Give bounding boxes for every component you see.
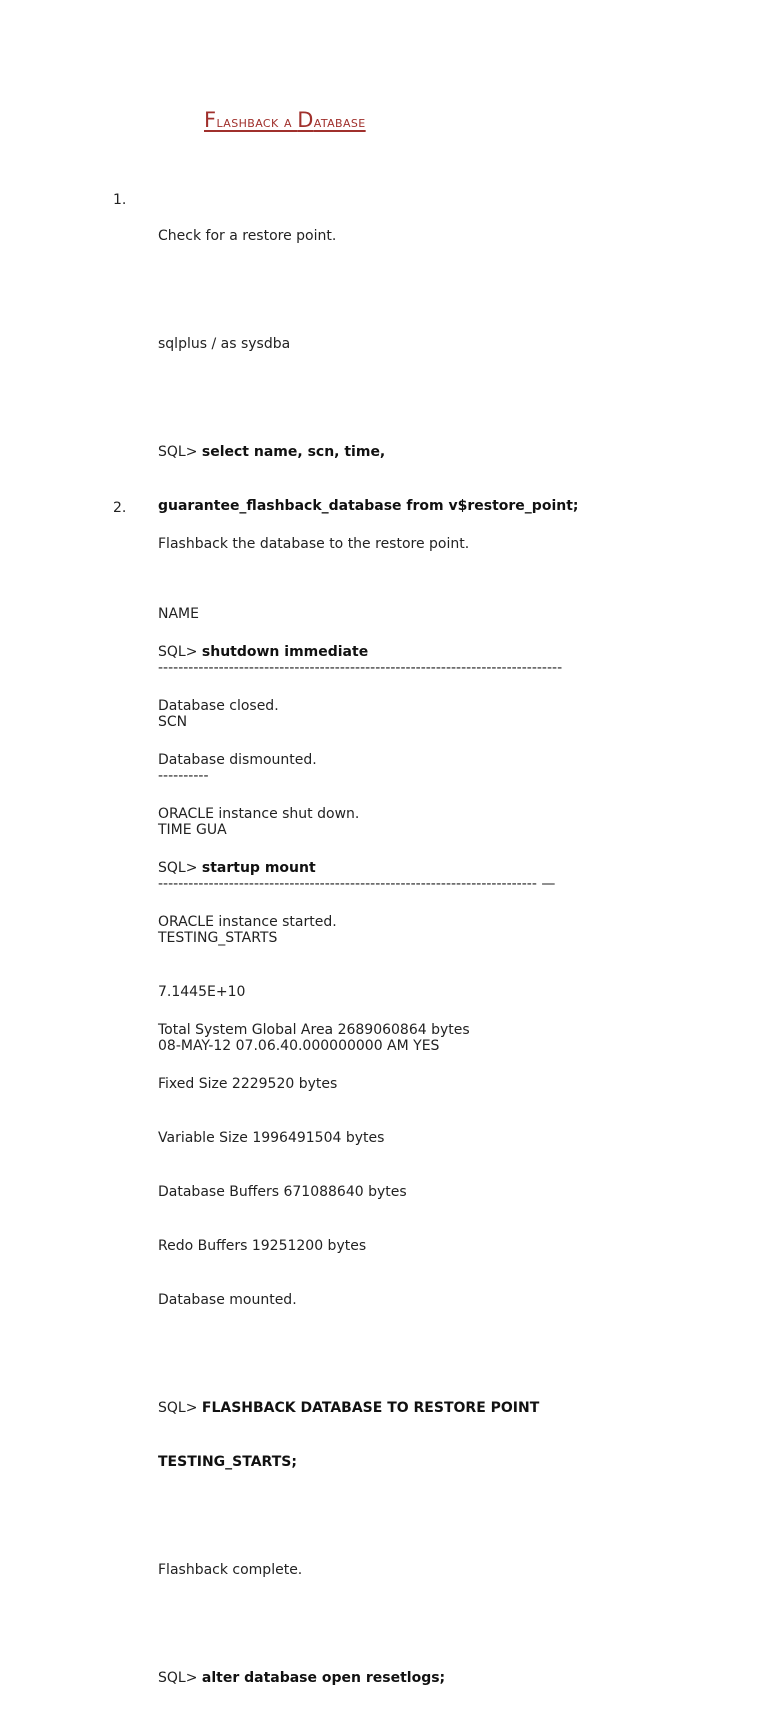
sga-total: Total System Global Area 2689060864 bytes (158, 1022, 470, 1038)
output-instance-shutdown: ORACLE instance shut down. (158, 806, 360, 822)
title-part-2: atabase (313, 113, 366, 131)
query-line-2: guarantee_flashback_database from v$restore_point; (158, 498, 579, 514)
column-scn-header: SCN (158, 714, 188, 730)
query-line-1 (158, 443, 618, 461)
output-database-mounted: Database mounted. (158, 1292, 297, 1308)
column-name-header: NAME (158, 606, 199, 622)
output-database-dismounted: Database dismounted. (158, 752, 317, 768)
step-1-number: 1. (113, 192, 127, 208)
open-resetlogs-command-line (158, 1669, 618, 1687)
step-2-number: 2. (113, 500, 127, 516)
step-1-text: Check for a restore point. (158, 228, 337, 244)
sql-prompt: SQL> (158, 444, 202, 460)
startup-command-line (158, 859, 618, 877)
sql-prompt: SQL> (158, 1670, 202, 1686)
open-resetlogs-command: alter database open resetlogs; (201, 1670, 446, 1686)
output-instance-started: ORACLE instance started. (158, 914, 337, 930)
step-2-body (158, 499, 618, 1723)
sql-prompt: SQL> (158, 644, 202, 660)
sga-redo-buffers: Redo Buffers 19251200 bytes (158, 1238, 367, 1254)
flashback-command-line-2: TESTING_STARTS; (158, 1454, 297, 1470)
flashback-command-line-1 (158, 1399, 618, 1417)
column-time-gua-header: TIME GUA (158, 822, 227, 838)
shutdown-command: shutdown immediate (201, 644, 369, 660)
sql-prompt: SQL> (158, 860, 202, 876)
query-text-1: select name, scn, time, (201, 444, 386, 460)
result-scn: 7.1445E+10 (158, 984, 246, 1000)
dash-separator-long: -------------------------------------------------------------------------------- (158, 660, 563, 676)
step-2-text: Flashback the database to the restore point. (158, 536, 470, 552)
dash-separator-mid: --------------------------------------------------------------------------- — (158, 876, 556, 892)
sga-fixed-size: Fixed Size 2229520 bytes (158, 1076, 338, 1092)
sql-prompt: SQL> (158, 1400, 202, 1416)
login-command: sqlplus / as sysdba (158, 336, 291, 352)
title-initial-cap: F (204, 108, 217, 132)
page-title (204, 108, 366, 132)
sga-database-buffers: Database Buffers 671088640 bytes (158, 1184, 407, 1200)
title-second-cap: D (297, 108, 314, 132)
startup-command: startup mount (201, 860, 316, 876)
result-time: 08-MAY-12 07.06.40.000000000 AM YES (158, 1038, 440, 1054)
output-flashback-complete: Flashback complete. (158, 1562, 303, 1578)
flashback-command-text-1: FLASHBACK DATABASE TO RESTORE POINT (201, 1400, 540, 1416)
output-database-closed: Database closed. (158, 698, 279, 714)
title-part-1: lashback a (216, 113, 298, 131)
dash-separator-short: ---------- (158, 768, 209, 784)
shutdown-command-line (158, 643, 618, 661)
sga-variable-size: Variable Size 1996491504 bytes (158, 1130, 385, 1146)
result-name: TESTING_STARTS (158, 930, 278, 946)
